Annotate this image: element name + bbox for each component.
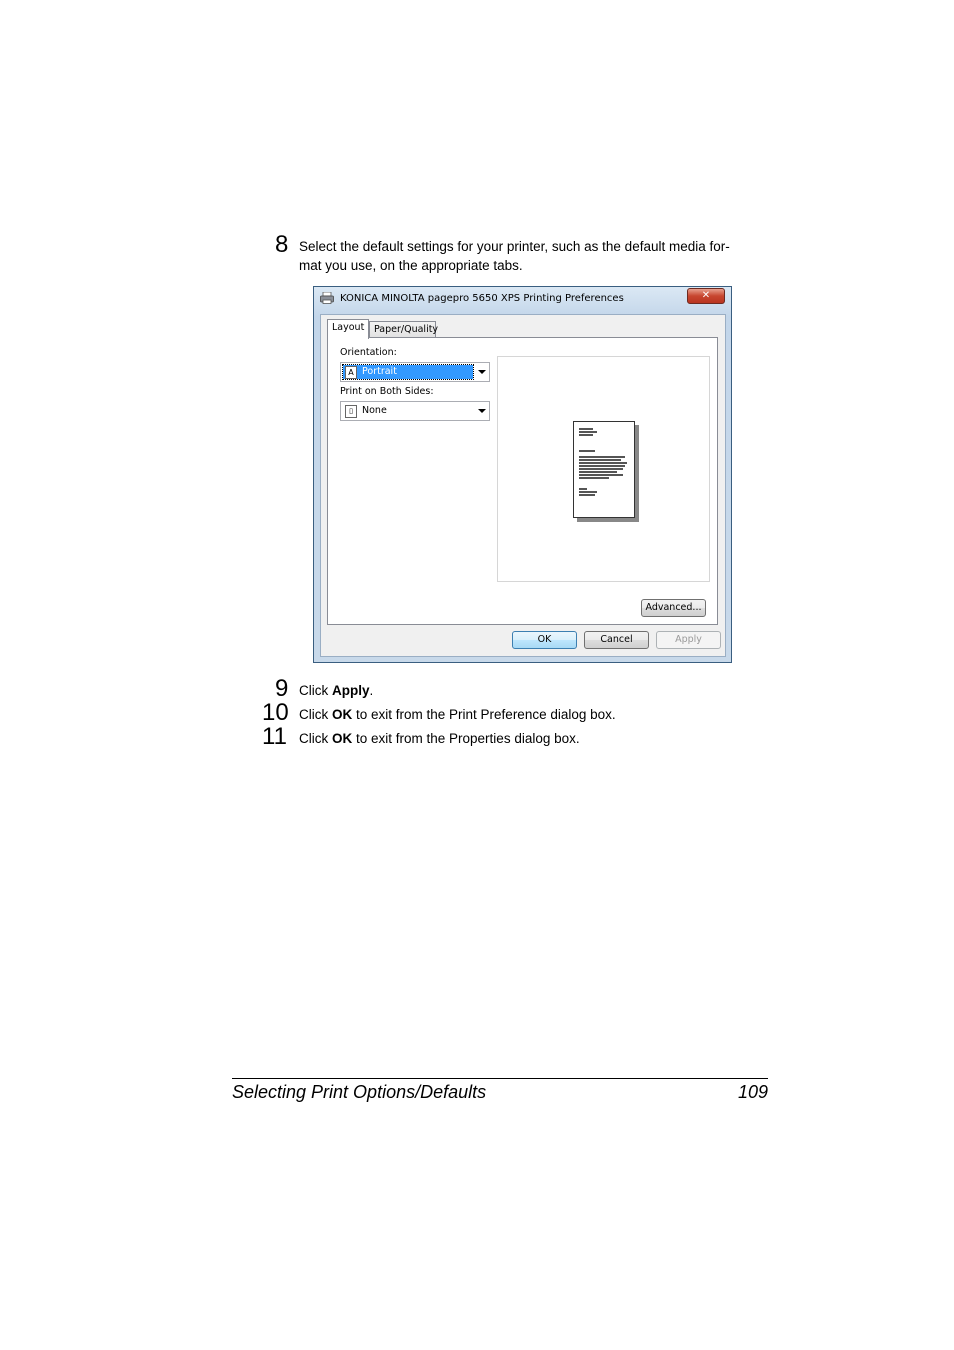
duplex-dropdown[interactable]	[340, 401, 490, 421]
step-text-bold: OK	[332, 707, 353, 722]
ok-button[interactable]: OK	[512, 631, 577, 649]
footer-rule	[232, 1078, 768, 1079]
apply-button[interactable]: Apply	[656, 631, 721, 649]
chevron-down-icon	[478, 409, 486, 413]
layout-preview	[497, 356, 710, 582]
step-text-pre: Click	[299, 707, 332, 722]
duplex-selection	[343, 404, 473, 418]
step-number: 10	[262, 699, 289, 726]
step-number: 8	[275, 231, 289, 258]
dialog-client	[320, 314, 726, 657]
step-text-bold: OK	[332, 731, 353, 746]
orientation-label: Orientation:	[340, 347, 397, 358]
text-line	[579, 471, 617, 473]
step-text-bold: Apply	[332, 683, 370, 698]
dialog-titlebar	[314, 287, 731, 311]
tab-paper-quality[interactable]: Paper/Quality	[369, 321, 436, 337]
text-line	[579, 456, 625, 458]
step-text	[299, 681, 373, 700]
step-number: 11	[262, 723, 287, 750]
text-line	[579, 450, 595, 452]
text-line	[579, 459, 621, 461]
text-line	[579, 431, 597, 433]
step-text-post: to exit from the Print Preference dialog box.	[352, 707, 616, 722]
portrait-icon: A	[345, 366, 357, 379]
footer-section-title: Selecting Print Options/Defaults	[232, 1082, 487, 1102]
advanced-button[interactable]: Advanced...	[641, 599, 706, 617]
step-text-line: Select the default settings for your printer, such as the default media for-	[299, 239, 730, 254]
page-preview	[573, 421, 635, 518]
step-number: 9	[275, 675, 289, 702]
text-line	[579, 468, 623, 470]
tab-panel-layout	[327, 337, 718, 625]
text-line	[579, 428, 593, 430]
step-text	[299, 237, 730, 275]
text-line	[579, 434, 593, 436]
step-text-pre: Click	[299, 731, 332, 746]
text-line	[579, 477, 609, 479]
step-text	[299, 705, 616, 724]
step-text	[299, 729, 580, 748]
cancel-button[interactable]: Cancel	[584, 631, 649, 649]
text-line	[579, 474, 623, 476]
step-text-line: mat you use, on the appropriate tabs.	[299, 258, 523, 273]
chevron-down-icon	[478, 370, 486, 374]
text-line	[579, 462, 627, 464]
text-line	[579, 465, 625, 467]
close-button[interactable]: ✕	[687, 288, 725, 304]
tab-layout[interactable]: Layout	[327, 319, 369, 339]
orientation-value: Portrait	[362, 366, 397, 377]
printing-preferences-dialog	[313, 286, 732, 663]
orientation-dropdown[interactable]	[340, 362, 490, 382]
orientation-selection	[343, 365, 473, 379]
duplex-value: None	[362, 405, 387, 416]
text-line	[579, 491, 597, 493]
step-text-pre: Click	[299, 683, 332, 698]
printer-icon	[320, 292, 334, 304]
dialog-title: KONICA MINOLTA pagepro 5650 XPS Printing Preferences	[340, 293, 624, 304]
footer-page-number: 109	[737, 1082, 768, 1102]
text-line	[579, 488, 587, 490]
step-text-post: to exit from the Properties dialog box.	[352, 731, 580, 746]
text-line	[579, 494, 595, 496]
duplex-label: Print on Both Sides:	[340, 386, 434, 397]
step-text-post: .	[369, 683, 374, 698]
page-icon: ▯	[345, 405, 357, 418]
